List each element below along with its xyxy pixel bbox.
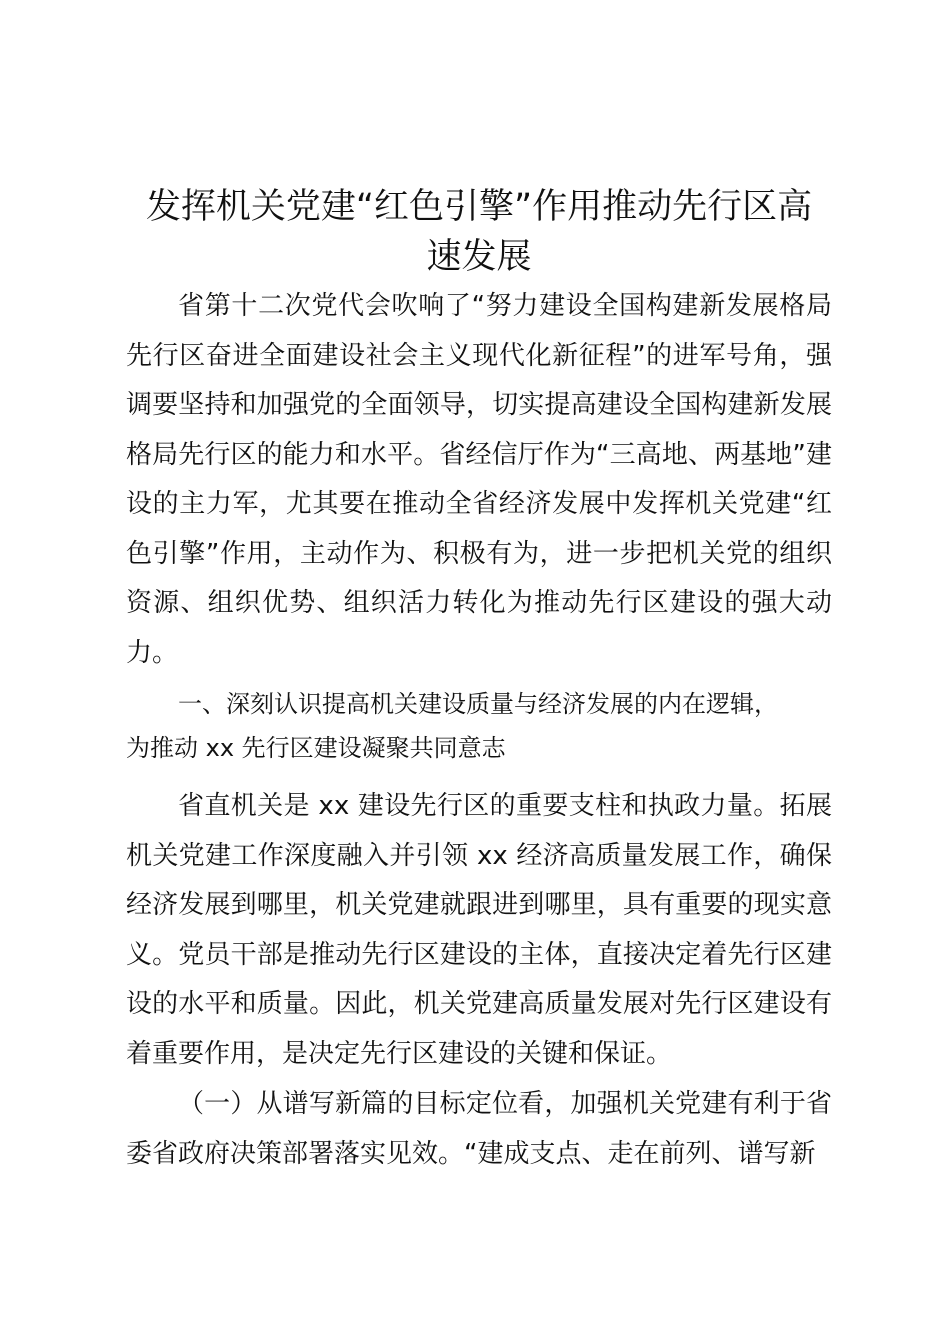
paragraph-section-1: 省直机关是 xx 建设先行区的重要支柱和执政力量。拓展机关党建工作深度融入并引领 xx 经济高质量发展工作，确保经济发展到哪里，机关党建就跟进到哪里，具有重要的现实意义。党员干部是推动先行区建设的主体，直接决定着先行区建设的水平和质量。因此，机关党建高质量发展对先行区建设有着重要作用，是决定先行区建设的关键和保证。	[126, 791, 832, 1069]
paragraph-intro: 省第十二次党代会吹响了“努力建设全国构建新发展格局先行区奋进全面建设社会主义现代化新征程”的进军号角，强调要坚持和加强党的全面领导，切实提高建设全国构建新发展格局先行区的能力和水平。省经信厅作为“三高地、两基地”建设的主力军，尤其要在推动全省经济发展中发挥机关党建“红色引擎”作用，主动作为、积极有为，进一步把机关党的组织资源、组织优势、组织活力转化为推动先行区建设的强大动力。	[126, 291, 832, 668]
title-line-1: 发挥机关党建“红色引擎”作用推动先行区高	[145, 187, 813, 227]
title-line-2: 速发展	[426, 237, 532, 277]
section-heading-line-1: 一、深刻认识提高机关建设质量与经济发展的内在逻辑，	[178, 690, 778, 718]
section-heading-1	[126, 682, 832, 770]
document-title	[126, 182, 832, 282]
paragraph-subsection-1: （一）从谱写新篇的目标定位看，加强机关党建有利于省委省政府决策部署落实见效。“建成支点、走在前列、谱写新	[126, 1089, 832, 1169]
section-heading-line-2: 为推动 xx 先行区建设凝聚共同意志	[126, 734, 506, 762]
